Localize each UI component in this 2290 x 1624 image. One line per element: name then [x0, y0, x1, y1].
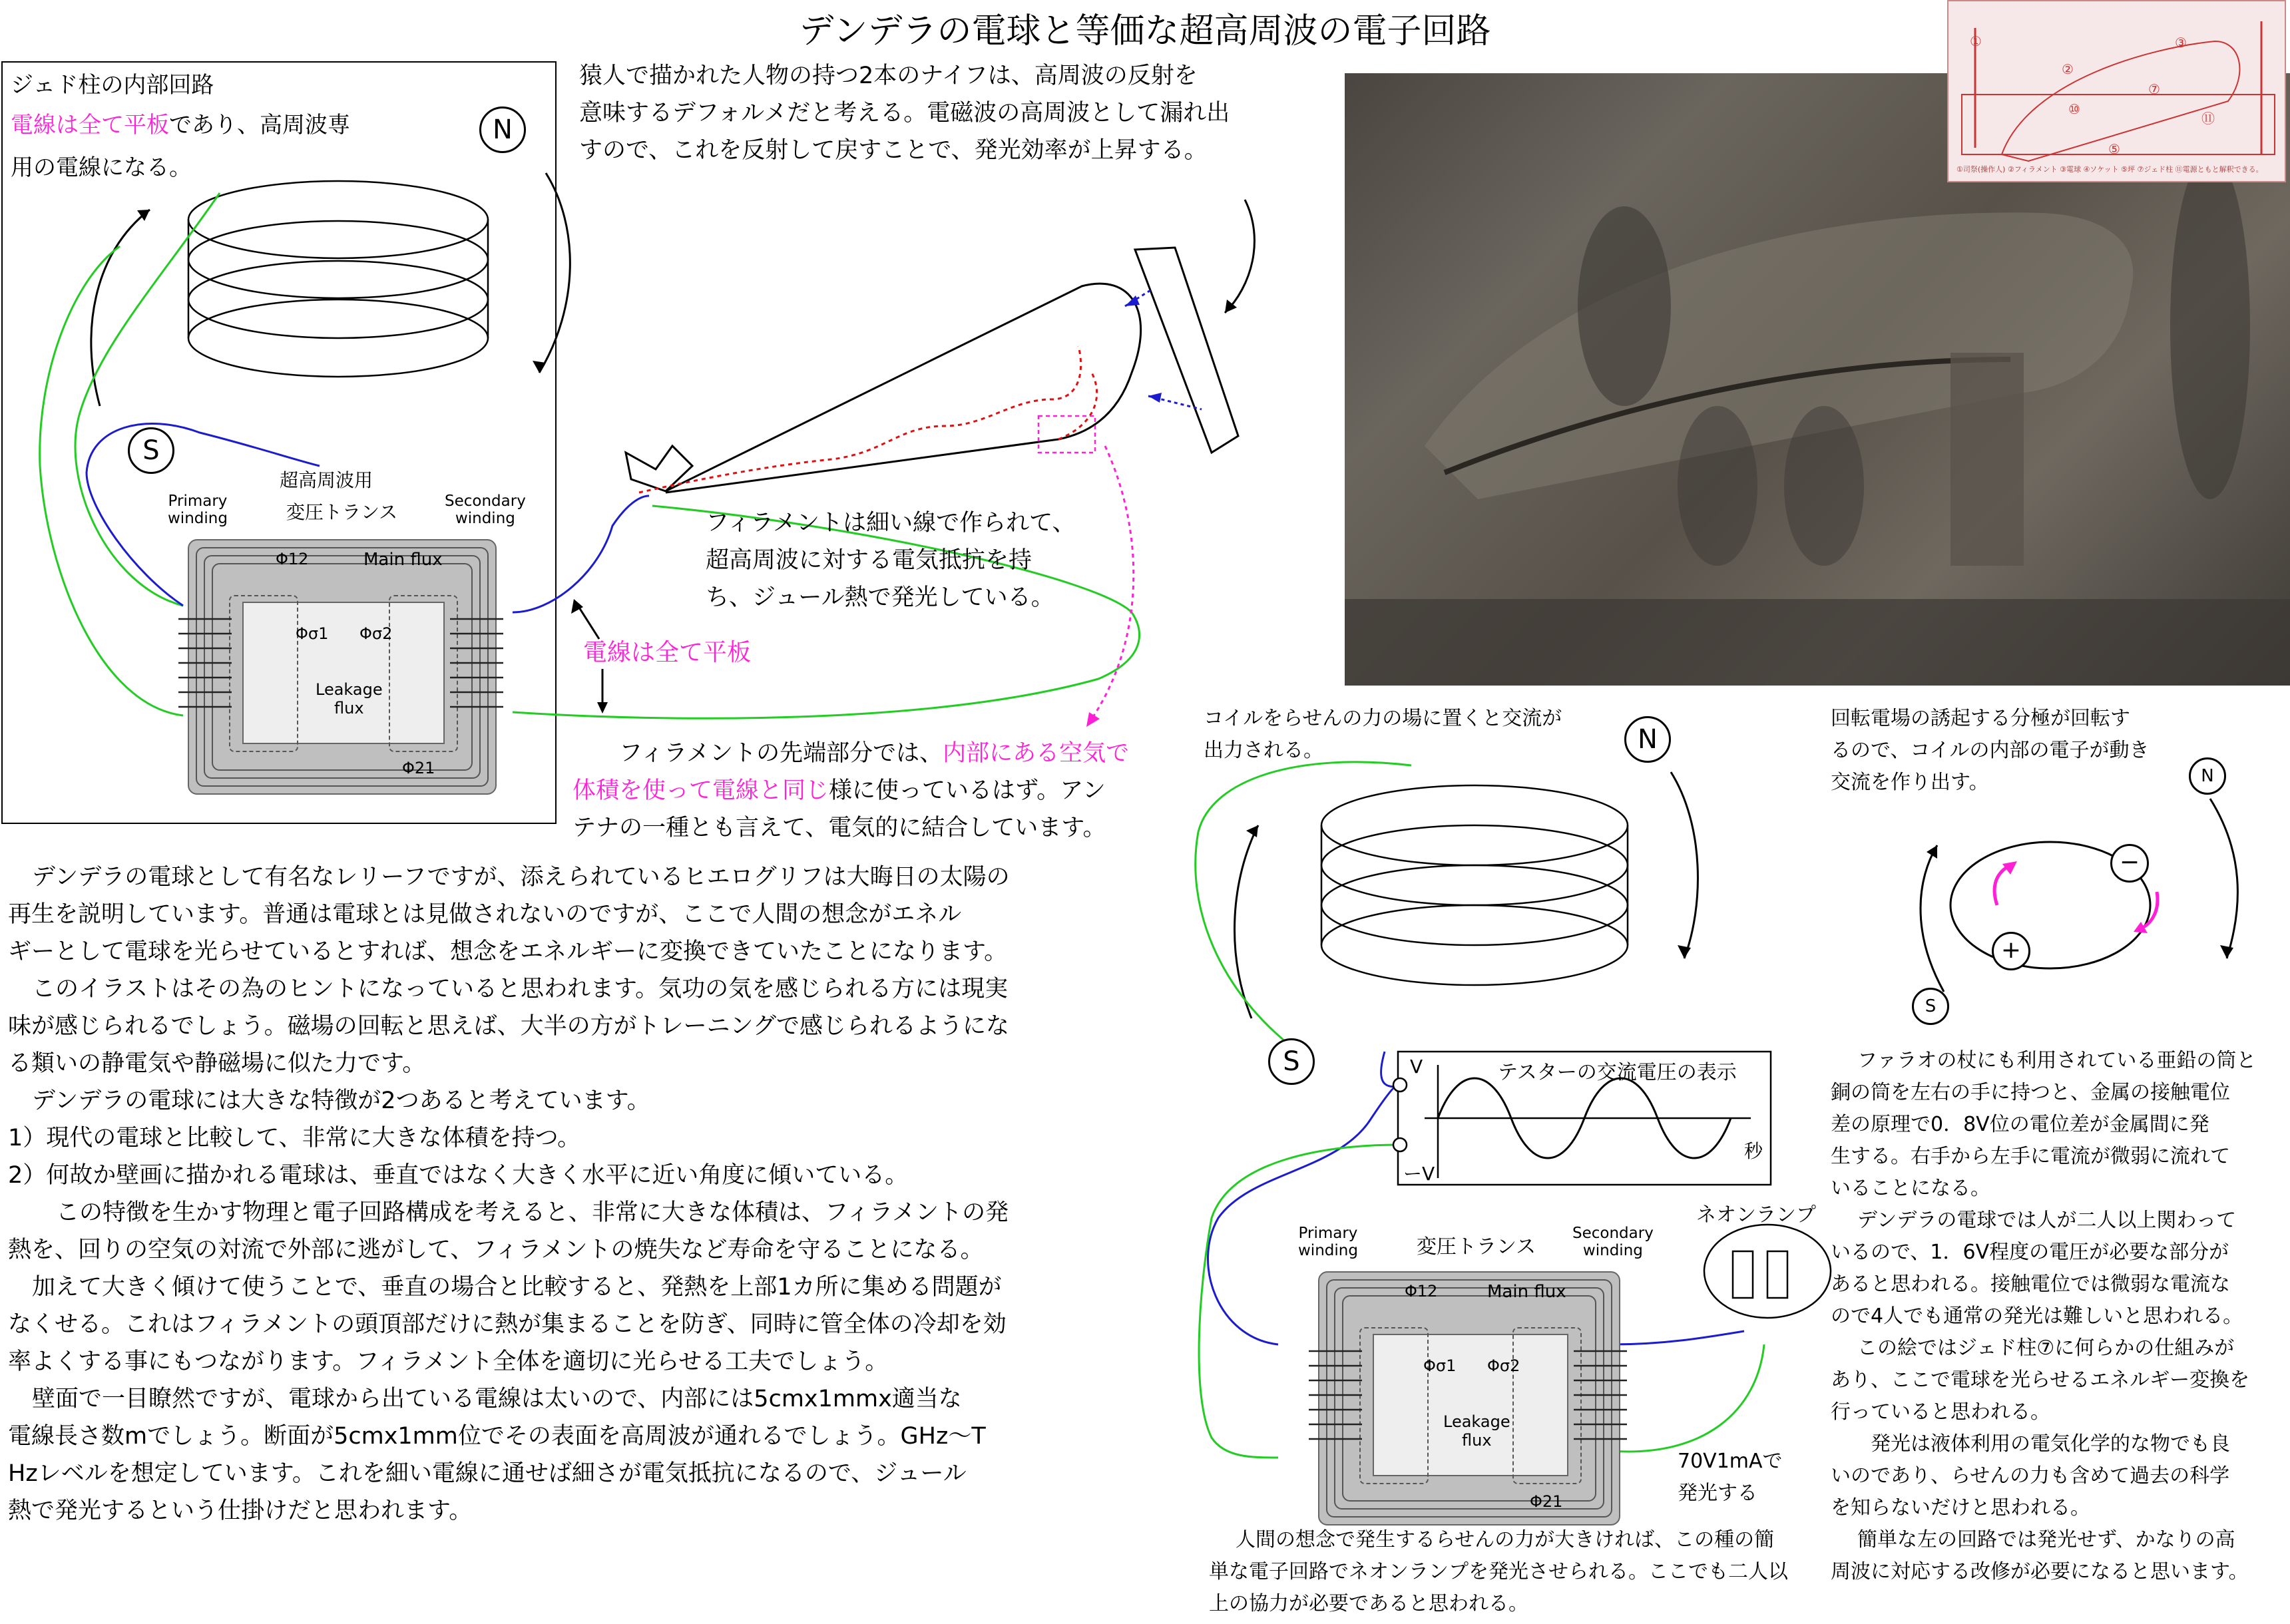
- neon-lamp-spec: 70V1mAで 発光する: [1678, 1450, 1783, 1505]
- transformer-right-title: 変圧トランス: [1417, 1235, 1536, 1259]
- transformer-left: Φ12 Main flux Φσ1 Φσ2 Leakage flux Φ21: [188, 539, 497, 795]
- inset-caption: ①司祭(操作人) ②フィラメント ③電球 ④ソケット ⑤坪 ⑦ジェド柱 ⑪電源ともと解釈できる。: [1956, 165, 2263, 174]
- south-pole-left: S: [128, 427, 174, 474]
- filament-text: フィラメントは細い線で作られて、 超高周波に対する電気抵抗を持 ち、ジュール熱で発光している。: [706, 510, 1076, 611]
- south-pole-right: S: [1268, 1038, 1315, 1085]
- north-pole-left: N: [479, 106, 526, 153]
- tip-text: フィラメントの先端部分では、内部にある空気で 体積を使って電線と同じ様に使っているはず。アン テナの一種とも言えて、電気的に結合しています。: [572, 740, 1130, 841]
- north-pole-rotation: N: [2189, 757, 2226, 795]
- knife-text: 猿人で描かれた人物の持つ2本のナイフは、高周波の反射を 意味するデフォルメだと考える。電磁波の高周波として漏れ出 すので、これを反射して戻すことで、発光効率が上昇する。: [579, 63, 1230, 164]
- inset-sketch: ① ② ③ ⑤ ⑦ ⑩ ⑪ ①司祭(操作人) ②フィラメント ③電球 ④ソケット ⑤坪 ⑦ジェド柱 ⑪電源ともと解釈できる。: [1947, 0, 2286, 182]
- box-text-line1: 電線は全て平板であり、高周波専: [11, 112, 350, 138]
- right-text: ファラオの杖にも利用されている亜鉛の筒と 銅の筒を左右の手に持つと、金属の接触電位 差の原理で0．8V位の電位差が金属間に発 生する。右手から左手に電流が微弱に流れて いることになる。 デンデラの電球では人が二人以上関わって いるので、1．6V程度の電圧が必要な部分が あると思われる。接触電位では微弱な電流な ので4人でも通常の発光は難しいと思われる。 この絵ではジェド柱⑦に何らかの仕組みが あり、ここで電球を光らせるエネルギー変換を 行っていると思われる。 発光は液体利用の電気化学的な物でも良 いのであり、らせんの力も含めて過去の科学 を知らないだけと思われる。 簡単な左の回路では発光せず、かなりの高 周波に対応する改修が必要になると思います。: [1831, 1049, 2257, 1583]
- transformer-right-primary: Primary winding: [1298, 1225, 1358, 1259]
- box-text-line2: 用の電線になる。: [11, 154, 192, 181]
- tester-v-label: V: [1410, 1056, 1423, 1078]
- rotation-text: 回転電場の誘起する分極が回転す るので、コイルの内部の電子が動き 交流を作り出す。: [1831, 707, 2150, 794]
- transformer-left-title2: 変圧トランス: [286, 501, 398, 523]
- tester-sec-label: 秒: [1744, 1140, 1763, 1162]
- north-pole-right: N: [1624, 716, 1671, 763]
- plus-charge: +: [1992, 932, 2030, 970]
- box-title: ジェド柱の内部回路: [11, 72, 214, 99]
- flat-wire-label: 電線は全て平板: [583, 639, 752, 666]
- bottom-text: 人間の想念で発生するらせんの力が大きければ、この種の簡 単な電子回路でネオンランプを発光させられる。ここでも二人以 上の協力が必要であると思われる。: [1209, 1528, 1788, 1615]
- transformer-right: Φ12 Main flux Φσ1 Φσ2 Leakage flux Φ21: [1318, 1271, 1620, 1525]
- tester-negv-label: ーV: [1403, 1163, 1435, 1185]
- transformer-left-primary: Primary winding: [168, 493, 228, 527]
- transformer-right-secondary: Secondary winding: [1572, 1225, 1654, 1259]
- page-title: デンデラの電球と等価な超高周波の電子回路: [799, 11, 1491, 51]
- neon-lamp-label: ネオンランプ: [1696, 1203, 1816, 1227]
- coil-top-text: コイルをらせんの力の場に置くと交流が 出力される。: [1204, 707, 1562, 762]
- transformer-left-title1: 超高周波用: [280, 469, 373, 491]
- tester-title: テスターの交流電圧の表示: [1498, 1061, 1737, 1084]
- transformer-left-secondary: Secondary winding: [445, 493, 526, 527]
- main-text: デンデラの電球として有名なレリーフですが、添えられているヒエログリフは大晦日の太陽の 再生を説明しています。普通は電球とは見做されないのですが、ここで人間の想念がエネル ギーとして電球を光らせているとすれば、想念をエネルギーに変換できていたことになります。 このイラストはその為のヒントになっていると思われます。気功の気を感じられる方には現実 味が感じられるでしょう。磁場の回転と思えば、大半の方がトレーニングで感じられるようにな る類いの静電気や静磁場に似た力です。 デンデラの電球には大きな特徴が2つあると考えています。 1）現代の電球と比較して、非常に大きな体積を持つ。 2）何故か壁画に描かれる電球は、垂直ではなく大きく水平に近い角度に傾いている。 この特徴を生かす物理と電子回路構成を考えると、非常に大きな体積は、フィラメントの発 熱を、回りの空気の対流で外部に逃がして、フィラメントの焼失など寿命を守ることになる。 加えて大きく傾けて使うことで、垂直の場合と比較すると、発熱を上部1カ所に集める問題が なくせる。これはフィラメントの頭頂部だけに熱が集まることを防ぎ、同時に管全体の冷却を効 率よくする事にもつながります。フィラメント全体を適切に光らせる工夫でしょう。 壁面で一目瞭然ですが、電球から出ている電線は太いので、内部には5cmx1mmx適当な 電線長さ数mでしょう。断面が5cmx1mm位でその表面を高周波が通れるでしょう。GHz〜T Hzレベルを想定しています。これを細い電線に通せば細さが電気抵抗になるので、ジュール 熱で発光するという仕掛けだと思われます。: [8, 864, 1010, 1524]
- minus-charge: −: [2110, 844, 2149, 883]
- south-pole-rotation: S: [1912, 988, 1949, 1025]
